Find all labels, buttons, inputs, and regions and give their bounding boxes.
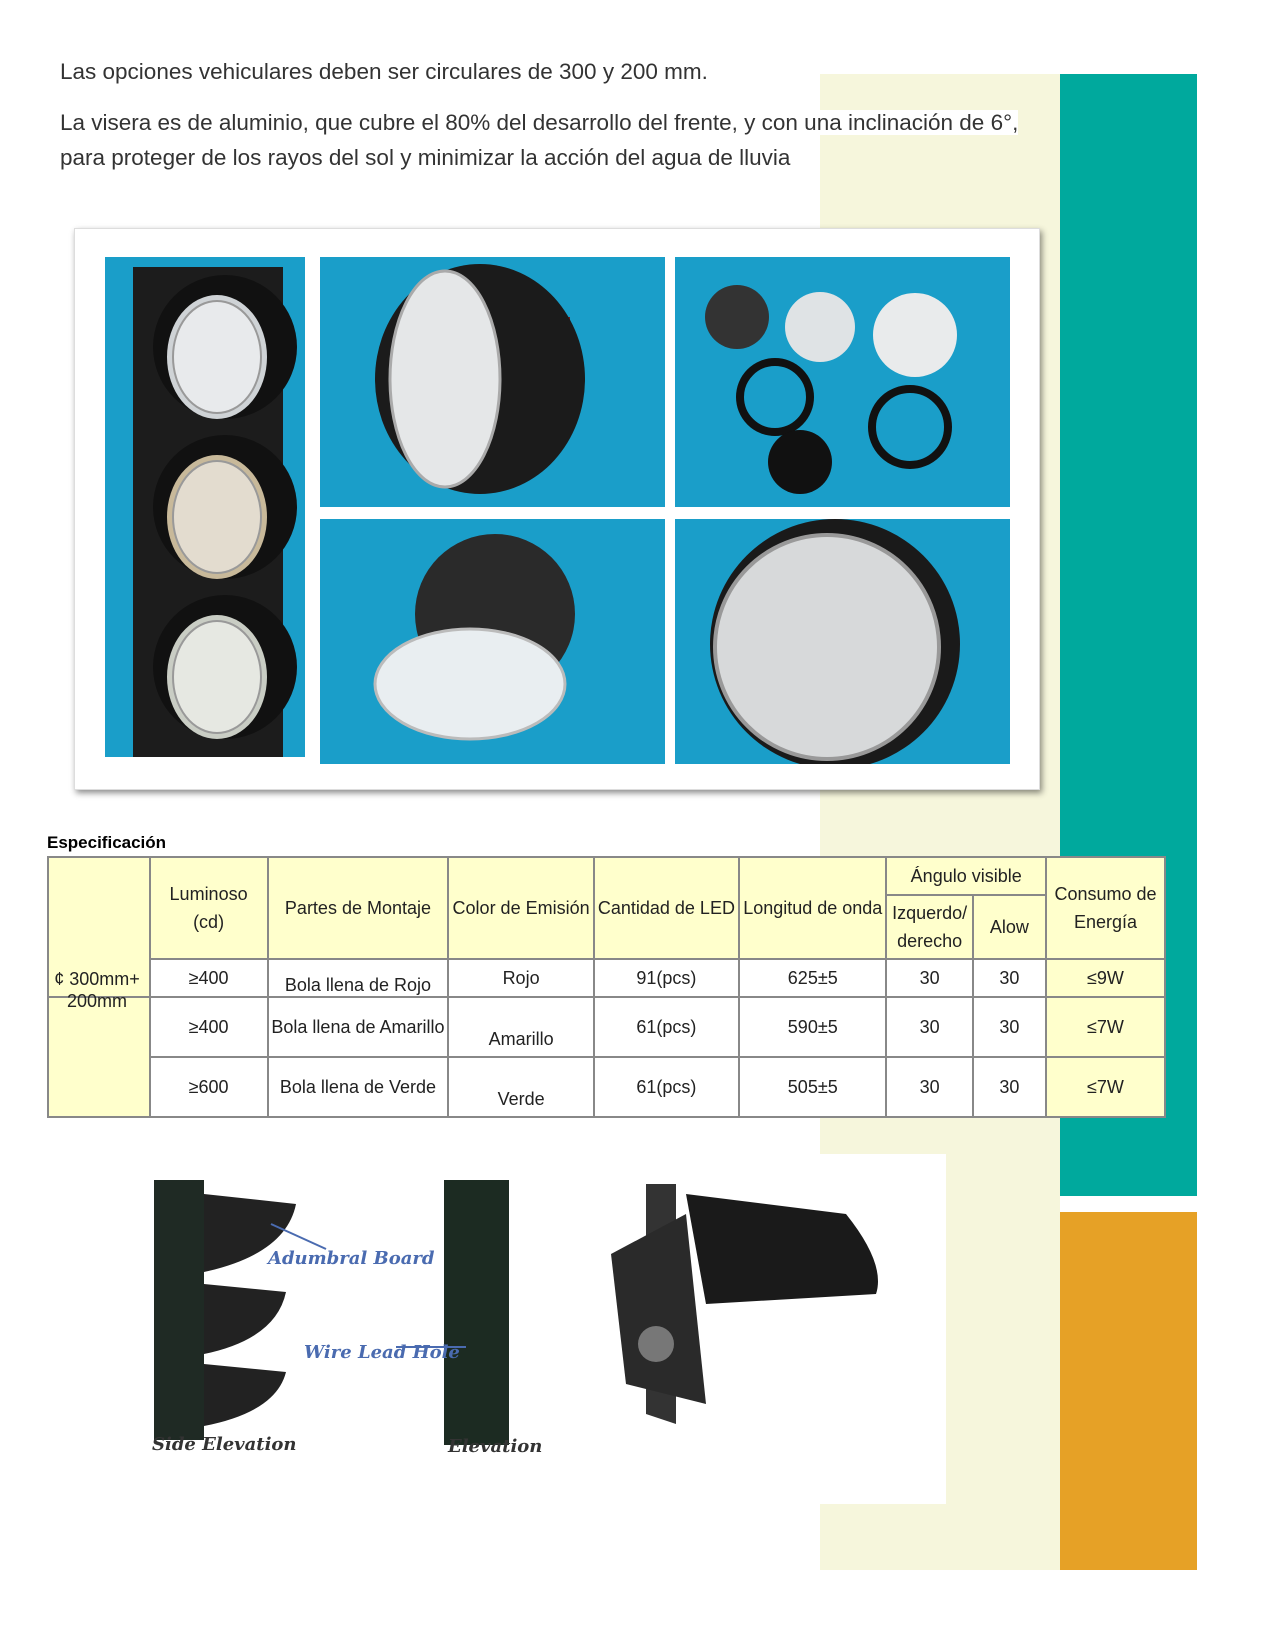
label-side-elevation: Side Elevation <box>152 1434 297 1455</box>
led-board-graphic <box>320 519 665 764</box>
row-cantidad: 61(pcs) <box>594 997 739 1057</box>
row-luminoso: ≥400 <box>150 997 268 1057</box>
lens-closeup-graphic <box>675 519 1010 764</box>
product-photo-collage <box>74 228 1040 790</box>
label-wire-lead-hole: Wire Lead Hole <box>304 1342 460 1363</box>
row-alow: 30 <box>973 959 1046 997</box>
decor-orange-band <box>1060 1212 1197 1570</box>
photo-led-board <box>320 519 665 764</box>
row-alow: 30 <box>973 1057 1046 1117</box>
row-consumo: ≤7W <box>1046 1057 1165 1117</box>
row-consumo: ≤7W <box>1046 997 1165 1057</box>
header-color: Color de Emisión <box>448 857 593 959</box>
label-elevation: Elevation <box>448 1436 543 1457</box>
row-izq: 30 <box>886 959 972 997</box>
row-partes: Bola llena de Verde <box>268 1057 449 1117</box>
header-izq: Izquerdo/ derecho <box>886 895 972 959</box>
photo-traffic-light <box>105 257 305 757</box>
row-partes: Bola llena de Amarillo <box>268 997 449 1057</box>
paragraph-options: Las opciones vehiculares deben ser circulares de 300 y 200 mm. <box>60 59 708 84</box>
row-izq: 30 <box>886 1057 972 1117</box>
header-longitud: Longitud de onda <box>739 857 886 959</box>
spec-table <box>47 856 1166 1118</box>
label-adumbral-board: Adumbral Board <box>268 1248 435 1269</box>
housing-diagram <box>86 1154 946 1504</box>
header-partes: Partes de Montaje <box>268 857 449 959</box>
header-cantidad: Cantidad de LED <box>594 857 739 959</box>
row-longitud: 625±5 <box>739 959 886 997</box>
row-cantidad: 91(pcs) <box>594 959 739 997</box>
led-parts-graphic <box>675 257 1010 507</box>
row-partes: Bola llena de Rojo <box>268 959 449 997</box>
header-consumo: Consumo de Energía <box>1046 857 1165 959</box>
row-izq: 30 <box>886 997 972 1057</box>
spec-model-label: ¢ 300mm+ 200mm <box>54 969 140 1011</box>
photo-led-module-side <box>320 257 665 507</box>
row-color: Amarillo <box>448 997 593 1057</box>
photo-led-parts <box>675 257 1010 507</box>
row-luminoso: ≥600 <box>150 1057 268 1117</box>
row-longitud: 590±5 <box>739 997 886 1057</box>
header-alow: Alow <box>973 895 1046 959</box>
row-color: Verde <box>448 1057 593 1117</box>
row-alow: 30 <box>973 997 1046 1057</box>
row-cantidad: 61(pcs) <box>594 1057 739 1117</box>
photo-lens-closeup <box>675 519 1010 764</box>
paragraph-visor <box>60 105 1060 175</box>
row-longitud: 505±5 <box>739 1057 886 1117</box>
traffic-light-graphic <box>105 257 305 757</box>
led-module-side-graphic <box>320 257 665 507</box>
row-color: Rojo <box>448 959 593 997</box>
header-angulo: Ángulo visible <box>886 857 1046 895</box>
paragraph-visor-text: La visera es de aluminio, que cubre el 80% del desarrollo del frente, y con una inclinación de 6°, para proteger de los rayos del sol y minimizar la acción del agua de lluvia <box>60 110 1019 170</box>
spec-model-cell-cont <box>48 1057 150 1117</box>
header-luminoso: Luminoso (cd) <box>150 857 268 959</box>
spec-title: Especificación <box>47 833 167 852</box>
row-consumo: ≤9W <box>1046 959 1165 997</box>
row-luminoso: ≥400 <box>150 959 268 997</box>
